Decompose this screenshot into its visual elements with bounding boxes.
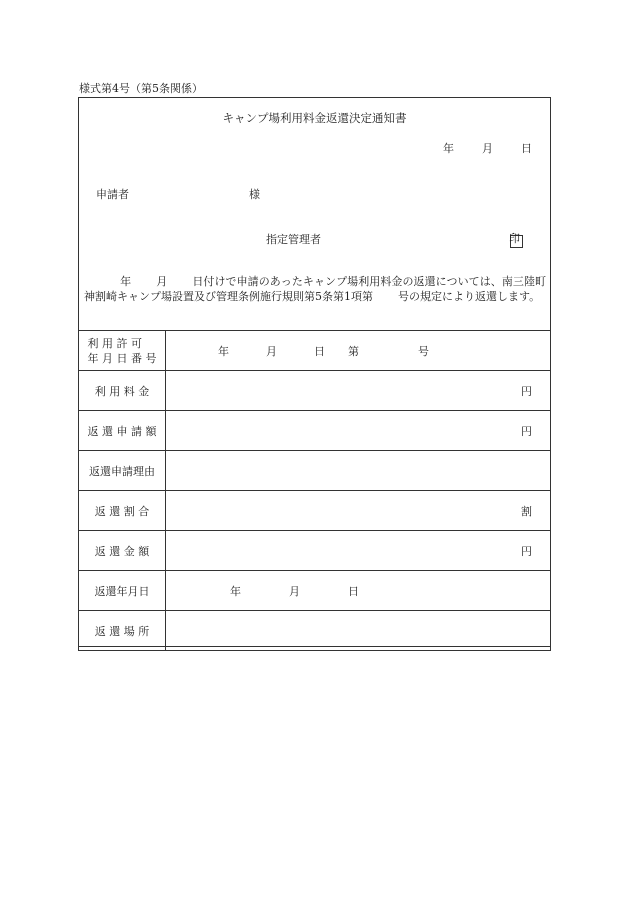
seal-mark: 印 bbox=[509, 232, 520, 245]
requested-refund-unit: 円 bbox=[521, 425, 532, 438]
body-month: 月 bbox=[156, 275, 168, 288]
applicant-label: 申請者 bbox=[96, 188, 129, 201]
permit-no-suffix: 号 bbox=[418, 345, 429, 358]
issue-year: 年 bbox=[443, 142, 454, 155]
form-number: 様式第4号（第5条関係） bbox=[79, 82, 203, 95]
refund-ratio-value[interactable] bbox=[166, 491, 551, 531]
body-text-end: 号の規定により返還します。 bbox=[398, 290, 541, 303]
refund-ratio-label: 返 還 割 合 bbox=[79, 491, 166, 531]
permit-label-line1: 利 用 許 可 bbox=[87, 336, 142, 350]
body-year: 年 bbox=[120, 275, 132, 288]
refund-place-label: 返 還 場 所 bbox=[79, 611, 166, 651]
permit-label bbox=[79, 331, 166, 371]
notice-body bbox=[84, 274, 546, 304]
table-row bbox=[79, 451, 551, 491]
requested-refund-value[interactable] bbox=[166, 411, 551, 451]
permit-no-prefix: 第 bbox=[348, 345, 359, 358]
issue-day: 日 bbox=[521, 142, 532, 155]
permit-day: 日 bbox=[314, 345, 325, 358]
table-row bbox=[79, 611, 551, 651]
refund-ratio-unit: 割 bbox=[521, 505, 532, 518]
table-row bbox=[79, 371, 551, 411]
permit-label-line2: 年 月 日 番 号 bbox=[87, 351, 157, 365]
usage-fee-label: 利 用 料 金 bbox=[79, 371, 166, 411]
refund-amount-value[interactable] bbox=[166, 531, 551, 571]
requested-refund-label: 返 還 申 請 額 bbox=[79, 411, 166, 451]
refund-date-day: 日 bbox=[348, 585, 359, 598]
notice-form bbox=[78, 97, 551, 647]
refund-reason-label: 返還申請理由 bbox=[79, 451, 166, 491]
table-row bbox=[79, 331, 551, 371]
refund-date-value[interactable] bbox=[166, 571, 551, 611]
table-row bbox=[79, 411, 551, 451]
permit-year: 年 bbox=[218, 345, 229, 358]
usage-fee-unit: 円 bbox=[521, 385, 532, 398]
refund-date-label: 返還年月日 bbox=[79, 571, 166, 611]
manager-label: 指定管理者 bbox=[266, 233, 321, 246]
table-row bbox=[79, 571, 551, 611]
permit-month: 月 bbox=[266, 345, 277, 358]
refund-amount-label: 返 還 金 額 bbox=[79, 531, 166, 571]
seal-icon bbox=[509, 231, 522, 245]
usage-fee-value[interactable] bbox=[166, 371, 551, 411]
refund-place-value[interactable] bbox=[166, 611, 551, 651]
refund-table bbox=[78, 330, 551, 651]
refund-reason-value[interactable] bbox=[166, 451, 551, 491]
body-text: 日付けで申請のあったキャンプ場利用料金の返還については、南三陸町神割崎キャンプ場設置及び管理条例施行規則第5条第1項第 bbox=[84, 275, 547, 303]
issue-month: 月 bbox=[482, 142, 493, 155]
table-row bbox=[79, 531, 551, 571]
issue-date bbox=[443, 140, 532, 156]
refund-date-month: 月 bbox=[289, 585, 300, 598]
document-title: キャンプ場利用料金返還決定通知書 bbox=[222, 111, 407, 125]
refund-amount-unit: 円 bbox=[521, 545, 532, 558]
applicant-honorific: 様 bbox=[249, 188, 260, 201]
permit-value[interactable] bbox=[166, 331, 551, 371]
refund-date-year: 年 bbox=[230, 585, 241, 598]
table-row bbox=[79, 491, 551, 531]
